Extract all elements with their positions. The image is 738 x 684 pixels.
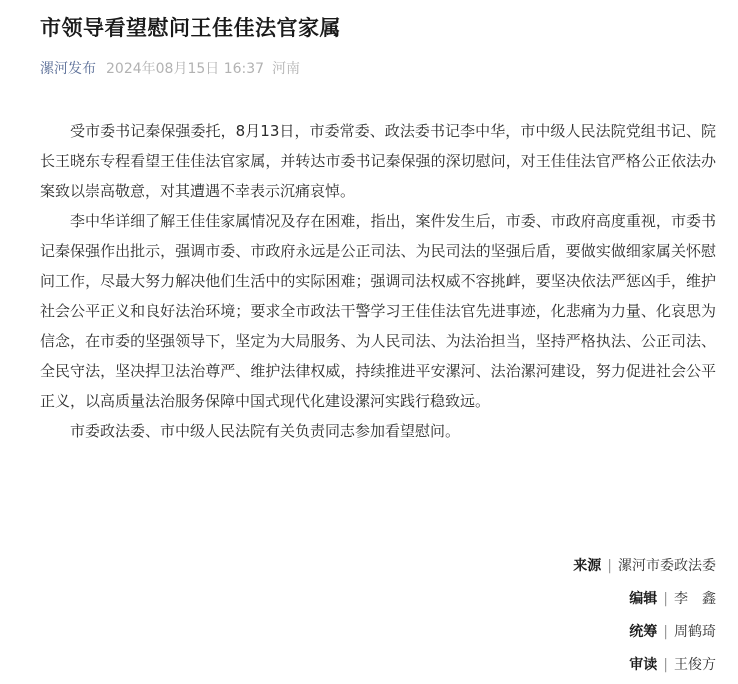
article-meta (40, 58, 300, 78)
credit-editor-label: 编辑 (629, 591, 658, 607)
credit-coordinator (573, 618, 716, 651)
credit-separator: | (607, 558, 612, 574)
article-paragraph: 李中华详细了解王佳佳家属情况及存在困难，指出，案件发生后，市委、市政府高度重视，市委书记秦保强作出批示，强调市委、市政府永远是公正司法、为民司法的坚强后盾，要做实做细家属关怀慰问工作，尽最大努力解决他们生活中的实际困难；强调司法权威不容挑衅，要坚决依法严惩凶手，维护社会公平正义和良好法治环境；要求全市政法干警学习王佳佳法官先进事迹，化悲痛为力量、化哀思为信念，在市委的坚强领导下，坚定为大局服务、为人民司法、为法治担当，坚持严格执法、公正司法、全民守法，坚决捍卫法治尊严、维护法律权威，持续推进平安漯河、法治漯河建设，努力促进社会公平正义，以高质量法治服务保障中国式现代化建设漯河实践行稳致远。 (40, 212, 716, 410)
article-title: 市领导看望慰问王佳佳法官家属 (40, 16, 341, 40)
article-paragraph: 市委政法委、市中级人民法院有关负责同志参加看望慰问。 (70, 422, 461, 440)
credit-source-label: 来源 (573, 558, 602, 574)
credit-reviewer (573, 651, 716, 684)
article-body (40, 116, 716, 446)
credit-separator: | (663, 591, 668, 607)
credit-source-value: 漯河市委政法委 (618, 558, 716, 574)
credit-separator: | (663, 624, 668, 640)
credit-coordinator-value: 周鹤琦 (674, 624, 716, 640)
credit-editor (573, 585, 716, 618)
credit-reviewer-value: 王俊方 (674, 657, 716, 673)
credit-coordinator-label: 统筹 (629, 624, 658, 640)
credit-source (573, 552, 716, 585)
publish-region: 河南 (272, 61, 301, 77)
article-credits (573, 552, 716, 684)
article-paragraph: 受市委书记秦保强委托，8月13日，市委常委、政法委书记李中华，市中级人民法院党组书记、院长王晓东专程看望王佳佳法官家属，并转达市委书记秦保强的深切慰问，对王佳佳法官严格公正依法办案致以崇高敬意，对其遭遇不幸表示沉痛哀悼。 (40, 122, 716, 200)
publish-datetime: 2024年08月15日 16:37 (106, 61, 265, 77)
credit-editor-value: 李 鑫 (674, 591, 716, 607)
credit-separator: | (663, 657, 668, 673)
publisher-link[interactable]: 漯河发布 (40, 61, 96, 77)
credit-reviewer-label: 审读 (629, 657, 658, 673)
